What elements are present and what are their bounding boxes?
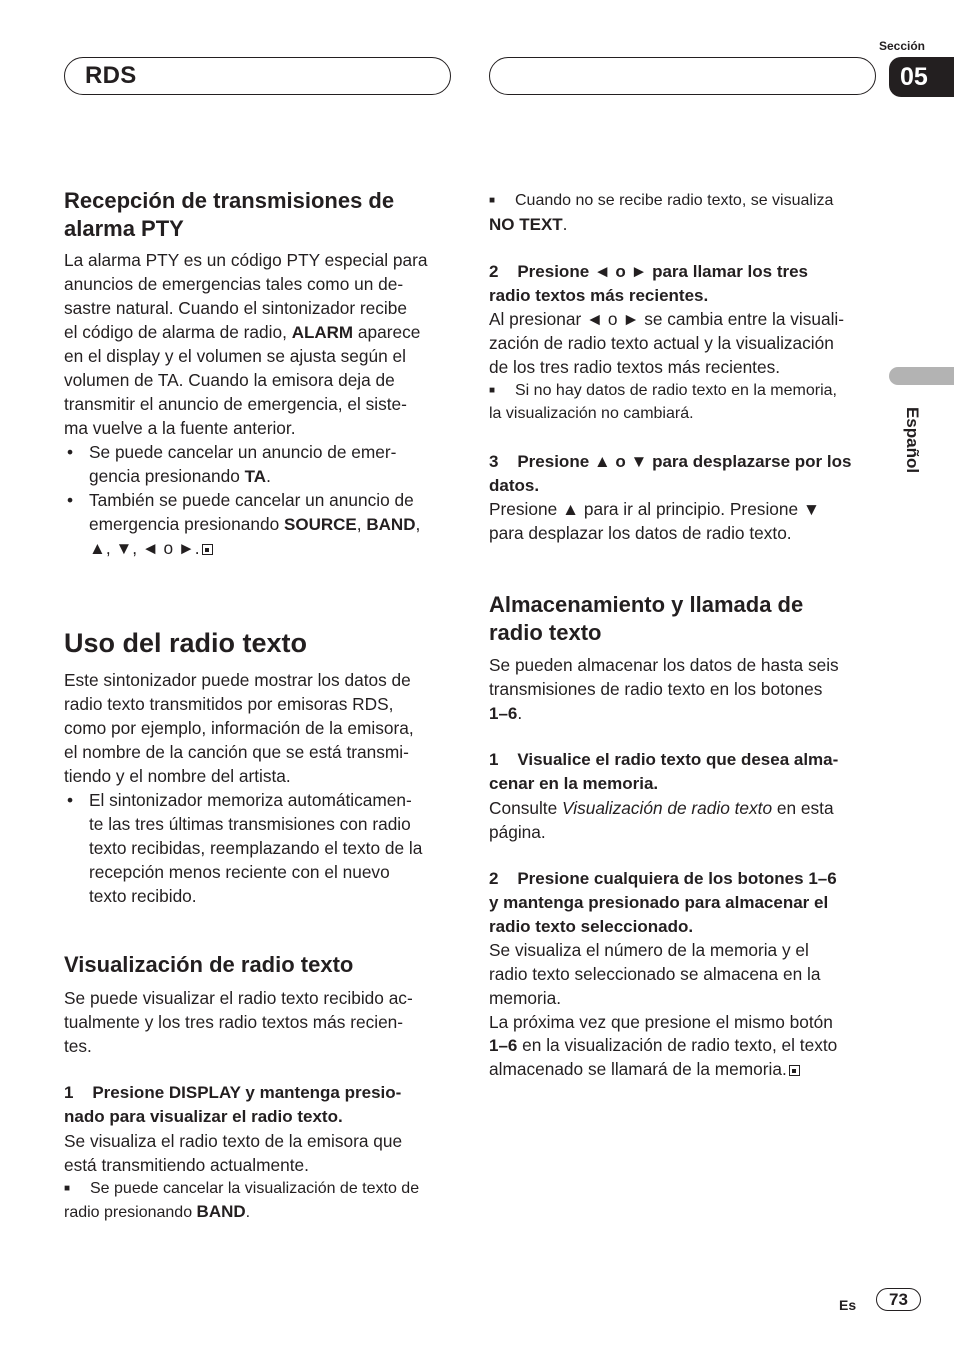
step-title: 2 Presione cualquiera de los botones 1–6 [489,869,837,888]
note-square-icon: ■ [489,385,496,396]
bullet-dot: • [67,790,74,810]
step-title: radio texto seleccionado. [489,917,694,936]
paragraph-line: tualmente y los tres radio textos más recien- [64,1012,404,1032]
paragraph-line: Consulte Visualización de radio texto en esta [489,798,834,818]
step-title: nado para visualizar el radio texto. [64,1107,343,1126]
paragraph-line: Se pueden almacenar los datos de hasta seis [489,655,839,675]
paragraph-line: Al presionar ◄ o ► se cambia entre la visuali- [489,309,845,329]
paragraph-line: sastre natural. Cuando el sintonizador recibe [64,298,407,318]
heading-almacenamiento-line2: radio texto [489,620,602,645]
paragraph-line: zación de radio texto actual y la visualización [489,333,834,353]
paragraph-line: almacenado se llamará de la memoria. [489,1057,800,1081]
language-tab [889,367,954,385]
footer-language-code: Es [839,1297,857,1313]
step-title: 1 Visualice el radio texto que desea alma- [489,750,839,769]
bullet-line: emergencia presionando SOURCE, BAND, [89,514,421,534]
step-title: 2 Presione ◄ o ► para llamar los tres [489,262,808,281]
end-mark-icon [789,1065,800,1076]
paragraph-line: volumen de TA. Cuando la emisora deja de [64,370,395,390]
section-title: RDS [85,62,137,89]
section-number: 05 [889,57,954,97]
paragraph-line: página. [489,822,546,842]
paragraph-line: Se puede visualizar el radio texto recibido ac- [64,988,413,1008]
paragraph-line: tiendo y el nombre del artista. [64,766,291,786]
section-title-box [64,57,451,95]
bullet-line: ▲, ▼, ◄ o ►. [89,536,213,561]
paragraph-line: Se visualiza el radio texto de la emisora que [64,1131,403,1151]
bullet-line: texto recibidas, reemplazando el texto de la [89,838,423,858]
step-title: radio textos más recientes. [489,286,709,305]
note-line: la visualización no cambiará. [489,405,694,422]
paragraph-line: 1–6. [489,703,523,723]
bullet-line: te las tres últimas transmisiones con radio [89,814,411,834]
step-title: y mantenga presionado para almacenar el [489,893,829,912]
paragraph-line: el nombre de la canción que se está transmi- [64,742,409,762]
note-line: ■ Cuando no se recibe radio texto, se visualiza [489,189,833,213]
end-mark-icon [202,544,213,555]
heading-pty-line1: Recepción de transmisiones de [64,188,395,213]
note-square-icon: ■ [489,195,496,206]
step-title: datos. [489,476,540,495]
note-square-icon: ■ [64,1183,71,1194]
paragraph-line: radio texto transmitidos por emisoras RDS, [64,694,394,714]
paragraph-line: memoria. [489,988,562,1008]
section-label: Sección [878,39,926,53]
paragraph-line: está transmitiendo actualmente. [64,1155,309,1175]
language-label: Español [903,406,922,474]
bullet-dot: • [67,490,74,510]
paragraph-line: transmitir el anuncio de emergencia, el siste- [64,394,407,414]
page-number: 73 [876,1288,921,1311]
heading-almacenamiento-line1: Almacenamiento y llamada de [489,592,804,617]
paragraph-line: el código de alarma de radio, ALARM aparece [64,322,421,342]
step-title: 3 Presione ▲ o ▼ para desplazarse por los [489,452,852,471]
note-line: ■ Se puede cancelar la visualización de texto de [64,1177,419,1201]
paragraph-line: en el display y el volumen se ajusta según el [64,346,406,366]
note-line: NO TEXT. [489,214,568,234]
paragraph-line: para desplazar los datos de radio texto. [489,523,792,543]
paragraph-line: como por ejemplo, información de la emisora, [64,718,414,738]
step-title: 1 Presione DISPLAY y mantenga presio- [64,1083,402,1102]
paragraph-line: tes. [64,1036,92,1056]
paragraph-line: de los tres radio textos más recientes. [489,357,781,377]
paragraph-line: La próxima vez que presione el mismo botón [489,1012,833,1032]
bullet-line: También se puede cancelar un anuncio de [89,490,414,510]
paragraph-line: Presione ▲ para ir al principio. Presione ▼ [489,499,821,519]
bullet-line: El sintonizador memoriza automáticamen- [89,790,412,810]
header-empty-box [489,57,876,95]
paragraph-line: radio texto seleccionado se almacena en la [489,964,821,984]
note-line: radio presionando BAND. [64,1202,251,1221]
bullet-line: Se puede cancelar un anuncio de emer- [89,442,397,462]
paragraph-line: La alarma PTY es un código PTY especial para [64,250,428,270]
paragraph-line: anuncios de emergencias tales como un de- [64,274,404,294]
bullet-line: recepción menos reciente con el nuevo [89,862,390,882]
note-line: ■ Si no hay datos de radio texto en la memoria, [489,379,837,403]
paragraph-line: ma vuelve a la fuente anterior. [64,418,296,438]
paragraph-line: 1–6 en la visualización de radio texto, el texto [489,1035,838,1055]
heading-pty-line2: alarma PTY [64,216,184,241]
paragraph-line: Este sintonizador puede mostrar los datos de [64,670,411,690]
bullet-dot: • [67,442,74,462]
step-title: cenar en la memoria. [489,774,659,793]
paragraph-line: Se visualiza el número de la memoria y el [489,940,809,960]
bullet-line: texto recibido. [89,886,197,906]
heading-visualizacion: Visualización de radio texto [64,952,354,977]
paragraph-line: transmisiones de radio texto en los botones [489,679,823,699]
bullet-line: gencia presionando TA. [89,466,271,486]
alarm-keyword: ALARM [291,323,354,342]
heading-uso-radio-texto: Uso del radio texto [64,628,308,658]
